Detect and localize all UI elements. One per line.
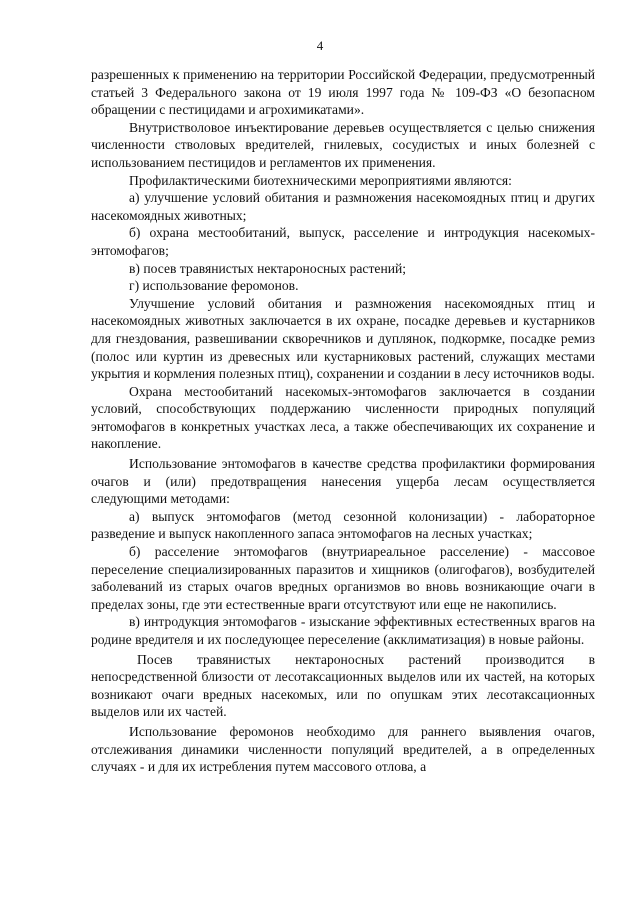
- document-body: [91, 66, 595, 776]
- paragraph-3: Профилактическими биотехническими мероприятиями являются:: [129, 172, 512, 188]
- page-number: 4: [316, 38, 324, 53]
- paragraph-6: Использование энтомофагов в качестве средства профилактики формирования очагов и (или) предотвращения нанесения ущерба лесам осуществляется следующими методами:: [91, 456, 595, 507]
- paragraph-8: Использование феромонов необходимо для раннего выявления очагов, отслеживания динамики численности популяций вредителей, а в определенных случаях - и для их истребления путем массового отлова, а: [91, 723, 595, 775]
- method-a: а) выпуск энтомофагов (метод сезонной колонизации) - лабораторное разведение и выпуск накопленного запаса энтомофагов на лесных участках;: [91, 508, 595, 542]
- list-item-g: г) использование феромонов.: [129, 278, 299, 294]
- list-item-b: б) охрана местообитаний, выпуск, расселение и интродукция насекомых-энтомофагов;: [91, 225, 595, 258]
- method-v: в) интродукция энтомофагов - изыскание эффективных естественных врагов на родине вредителя и их последующее переселение (акклиматизация) в новые районы.: [91, 614, 595, 647]
- list-item-v: в) посев травянистых нектароносных растений;: [129, 260, 407, 276]
- paragraph-4: Улучшение условий обитания и размножения насекомоядных птиц и насекомоядных животных заключается в их охране, посадке деревьев и кустарников для гнездования, развешивании скворечников и дуплянок, подкормке, посадке ремиз (полос или куртин из древесных или кустарниковых растений, служащих местами укрытия и кормления полезных птиц), сохранении и создании в лесу источников воды.: [91, 295, 595, 382]
- paragraph-7: Посев травянистых нектароносных растений производится в непосредственной близости от лесотаксационных выделов или их частей, на которых возникают очаги вредных насекомых, или по опушкам этих лесотаксационных выделов или их частей.: [91, 651, 595, 720]
- paragraph-5: Охрана местообитаний насекомых-энтомофагов заключается в создании условий, способствующих поддержанию численности природных популяций энтомофагов в конкретных участках леса, а также обеспечивающих их сохранение и накопление.: [91, 383, 595, 452]
- list-item-a: а) улучшение условий обитания и размножения насекомоядных птиц и других насекомоядных животных;: [91, 190, 595, 223]
- paragraph-1: разрешенных к применению на территории Российской Федерации, предусмотренный статьей 3 Федерального закона от 19 июля 1997 года № 109-ФЗ «О безопасном обращении с пестицидами и агрохимикатами».: [91, 67, 595, 118]
- method-b: б) расселение энтомофагов (внутриареальное расселение) - массовое переселение специализированных паразитов и хищников (олигофагов), возбудителей заболеваний из старых очагов вредных организмов во вновь возникающие очаги в пределах зоны, где эти естественные враги отсутствуют или еще не накопились.: [91, 544, 595, 612]
- paragraph-2: Внутристволовое инъектирование деревьев осуществляется с целью снижения численности стволовых вредителей, гнилевых, сосудистых и иных болезней с использованием пестицидов и регламентов их применения.: [91, 119, 595, 170]
